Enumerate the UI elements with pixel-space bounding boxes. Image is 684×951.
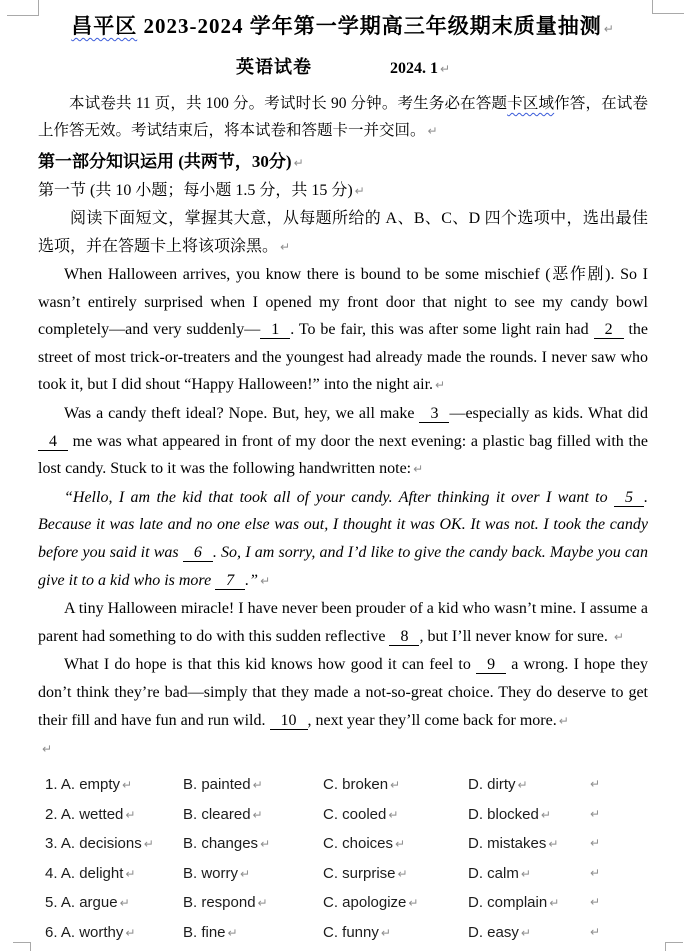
option-row-2: [38, 800, 648, 830]
line-break-mark: ↵: [517, 778, 528, 793]
subsection-heading: [38, 177, 648, 205]
line-break-mark: ↵: [227, 925, 238, 940]
empty-paragraph: [40, 735, 648, 762]
option-text: B. worry: [183, 864, 239, 882]
page-title: [38, 0, 648, 45]
line-break-mark: ↵: [548, 837, 559, 852]
line-break-mark: ↵: [122, 778, 133, 793]
option-cell-2-B: [183, 800, 323, 831]
text-run: 作答，在试卷上作答无效。考试结束后，将本试卷和答题卡一并交回。: [38, 95, 648, 139]
section-heading-text: 第一部分知识运用 (共两节，30分): [38, 152, 292, 171]
option-text: D. calm: [468, 864, 519, 882]
option-cell-4-D: [468, 859, 588, 890]
cloze-instructions: [38, 205, 648, 261]
cloze-blank-7: 7: [215, 572, 245, 590]
cloze-blank-6: 6: [183, 544, 213, 562]
line-break-mark: ↵: [397, 866, 408, 881]
line-break-mark: ↵: [125, 866, 136, 881]
option-cell-6-B: [183, 918, 323, 949]
line-break-mark: ↵: [125, 925, 136, 940]
paragraph-mark: ↵: [590, 924, 601, 939]
text-run: , next year they’ll come back for more.: [307, 711, 557, 729]
spellcheck-underlined-text: 卡区域: [507, 95, 555, 112]
option-row-1: [38, 770, 648, 800]
text-run: a wrong. I hope they don’t think they’re bad—simply that they made a not-so-great choice. They do deserve to get their fill and have fun and run wild.: [38, 656, 648, 729]
option-text: 5. A. argue: [45, 894, 118, 912]
option-cell-1-B: [183, 770, 323, 801]
option-text: C. cooled: [323, 805, 387, 823]
paragraph-mark: ↵: [590, 895, 601, 910]
cloze-instructions-text: 阅读下面短文，掌握其大意，从每题所给的 A、B、C、D 四个选项中，选出最佳选项，并在答题卡上将该项涂黑。: [38, 210, 648, 255]
text-run: . Because it was late and no one else was out, I thought it was OK. It was not. I took the candy before you said it was: [38, 488, 648, 561]
section-heading: [38, 148, 648, 177]
passage-paragraph-4-text: [38, 600, 648, 646]
line-break-mark: ↵: [252, 807, 263, 822]
crop-mark-top-right: [652, 0, 684, 14]
options-list: [38, 770, 648, 947]
paragraph-mark: ↵: [260, 573, 271, 588]
paragraph-mark: ↵: [558, 713, 569, 728]
cloze-blank-3: 3: [419, 405, 449, 423]
cloze-blank-5: 5: [614, 489, 644, 507]
option-text: 6. A. worthy: [45, 923, 124, 941]
passage-paragraph-3-text: [38, 489, 648, 590]
line-break-mark: ↵: [520, 866, 531, 881]
text-run: Was a candy theft ideal? Nope. But, hey, we all make: [64, 404, 420, 422]
option-cell-5-A: [45, 888, 183, 919]
paragraph-mark: ↵: [293, 156, 304, 170]
option-row-4: [38, 859, 648, 889]
line-break-mark: ↵: [260, 837, 271, 852]
text-run: —especially as kids. What did: [449, 404, 648, 422]
option-cell-5-C: [323, 888, 468, 919]
option-text: 3. A. decisions: [45, 835, 142, 853]
text-run: 本试卷共 11 页，共 100 分。考试时长 90 分钟。考生务必在答题: [69, 95, 508, 112]
spellcheck-underlined-text: 昌平区: [71, 14, 138, 38]
passage-paragraph-5: [38, 651, 648, 735]
option-text: C. surprise: [323, 864, 396, 882]
option-text: C. apologize: [323, 894, 407, 912]
option-cell-2-D: [468, 800, 588, 831]
text-run: “Hello, I am the kid that took all of your candy. After thinking it over I want to: [64, 488, 614, 506]
option-cell-6-C: [323, 918, 468, 949]
text-run: , but I’ll never know for sure.: [419, 627, 612, 645]
exam-notice-text: [38, 95, 648, 139]
option-cell-6-D: [468, 918, 588, 949]
paragraph-mark: ↵: [439, 62, 451, 76]
option-text: 2. A. wetted: [45, 805, 124, 823]
option-text: B. changes: [183, 835, 259, 853]
option-cell-6-A: [45, 918, 183, 949]
passage-paragraph-3-note: [38, 484, 648, 595]
paragraph-mark: ↵: [590, 836, 601, 851]
line-break-mark: ↵: [143, 837, 154, 852]
option-text: 1. A. empty: [45, 776, 121, 794]
text-run: What I do hope is that this kid knows how good it can feel to: [64, 656, 477, 674]
text-run: When Halloween arrives, you know there is bound to be some mischief (恶作剧). So I wasn’t entirely surprised when I opened my front door that night to see my candy bowl completely—and very suddenly—: [38, 266, 648, 339]
paragraph-mark: ↵: [590, 865, 601, 880]
option-text: D. mistakes: [468, 835, 547, 853]
option-cell-1-A: [45, 770, 183, 801]
line-break-mark: ↵: [520, 925, 531, 940]
cloze-blank-4: 4: [38, 433, 68, 451]
line-break-mark: ↵: [252, 778, 263, 793]
line-break-mark: ↵: [408, 896, 419, 911]
paragraph-mark: ↵: [613, 629, 624, 644]
option-cell-3-A: [45, 829, 183, 860]
text-run: the street of most trick-or-treaters and the youngest had already made the rounds. I never saw who took it, but I did shout “Happy Halloween!” into the night air.: [38, 321, 649, 394]
text-run: .”: [245, 571, 259, 589]
line-break-mark: ↵: [125, 807, 136, 822]
crop-mark-bottom-right: [665, 942, 683, 951]
passage-paragraph-2-text: [38, 405, 648, 477]
paragraph-mark: ↵: [590, 777, 601, 792]
option-cell-1-D: [468, 770, 588, 801]
exam-notice: [38, 90, 648, 145]
option-cell-3-C: [323, 829, 468, 860]
passage-paragraph-2: [38, 400, 648, 484]
paragraph-mark: ↵: [413, 462, 424, 477]
cloze-blank-1: 1: [260, 321, 290, 339]
subtitle-row: [38, 55, 648, 81]
option-cell-1-C: [323, 770, 468, 801]
paragraph-mark: ↵: [42, 742, 53, 757]
option-text: C. funny: [323, 923, 379, 941]
line-break-mark: ↵: [240, 866, 251, 881]
line-break-mark: ↵: [390, 778, 401, 793]
option-cell-3-B: [183, 829, 323, 860]
text-run: me was what appeared in front of my door the next evening: a plastic bag filled with the lost candy. Stuck to it was the following handwritten note:: [38, 432, 648, 478]
subject-title: 英语试卷: [235, 57, 312, 77]
passage-paragraph-4: [38, 595, 648, 651]
line-break-mark: ↵: [257, 896, 268, 911]
paragraph-mark: ↵: [280, 239, 291, 254]
page-title-text: [71, 14, 602, 38]
option-cell-4-B: [183, 859, 323, 890]
paragraph-mark: ↵: [354, 184, 365, 198]
option-text: 4. A. delight: [45, 864, 124, 882]
text-run: A tiny Halloween miracle! I have never been prouder of a kid who wasn’t mine. I assume a parent had something to do with this sudden reflective: [38, 600, 648, 645]
line-break-mark: ↵: [540, 807, 551, 822]
paragraph-mark: ↵: [603, 22, 615, 36]
paragraph-mark: ↵: [427, 124, 438, 138]
subsection-heading-text: 第一节 (共 10 小题；每小题 1.5 分，共 15 分): [38, 182, 353, 199]
option-text: D. easy: [468, 923, 519, 941]
cloze-blank-9: 9: [476, 656, 506, 674]
text-run: . So, I am sorry, and I’d like to give the candy back. Maybe you can give it to a kid who is more: [38, 543, 649, 589]
line-break-mark: ↵: [380, 925, 391, 940]
text-run: . To be fair, this was after some light rain had: [290, 321, 594, 339]
option-text: B. respond: [183, 894, 256, 912]
option-text: B. cleared: [183, 805, 251, 823]
option-row-3: [38, 829, 648, 859]
cloze-blank-10: 10: [270, 712, 308, 730]
option-cell-2-A: [45, 800, 183, 831]
option-row-5: [38, 888, 648, 918]
paragraph-mark: ↵: [590, 806, 601, 821]
line-break-mark: ↵: [119, 896, 130, 911]
exam-date: 2024. 1: [389, 60, 438, 77]
passage-paragraph-1: [38, 261, 648, 400]
text-run: 2023-2024 学年第一学期高三年级期末质量抽测: [137, 14, 602, 38]
option-text: D. dirty: [468, 776, 516, 794]
line-break-mark: ↵: [549, 896, 560, 911]
crop-mark-bottom-left: [13, 942, 31, 951]
option-cell-4-A: [45, 859, 183, 890]
option-cell-3-D: [468, 829, 588, 860]
passage-paragraph-5-text: [38, 656, 648, 729]
option-text: D. complain: [468, 894, 548, 912]
option-text: B. painted: [183, 776, 251, 794]
passage-paragraph-1-text: [38, 266, 648, 393]
option-text: D. blocked: [468, 805, 539, 823]
line-break-mark: ↵: [395, 837, 406, 852]
option-text: C. choices: [323, 835, 394, 853]
option-cell-2-C: [323, 800, 468, 831]
option-row-6: [38, 918, 648, 948]
option-text: B. fine: [183, 923, 226, 941]
cloze-blank-2: 2: [594, 321, 624, 339]
option-cell-4-C: [323, 859, 468, 890]
cloze-blank-8: 8: [389, 628, 419, 646]
option-text: C. broken: [323, 776, 389, 794]
option-cell-5-D: [468, 888, 588, 919]
line-break-mark: ↵: [388, 807, 399, 822]
paragraph-mark: ↵: [435, 378, 446, 393]
option-cell-5-B: [183, 888, 323, 919]
crop-mark-top-left: [7, 0, 39, 16]
